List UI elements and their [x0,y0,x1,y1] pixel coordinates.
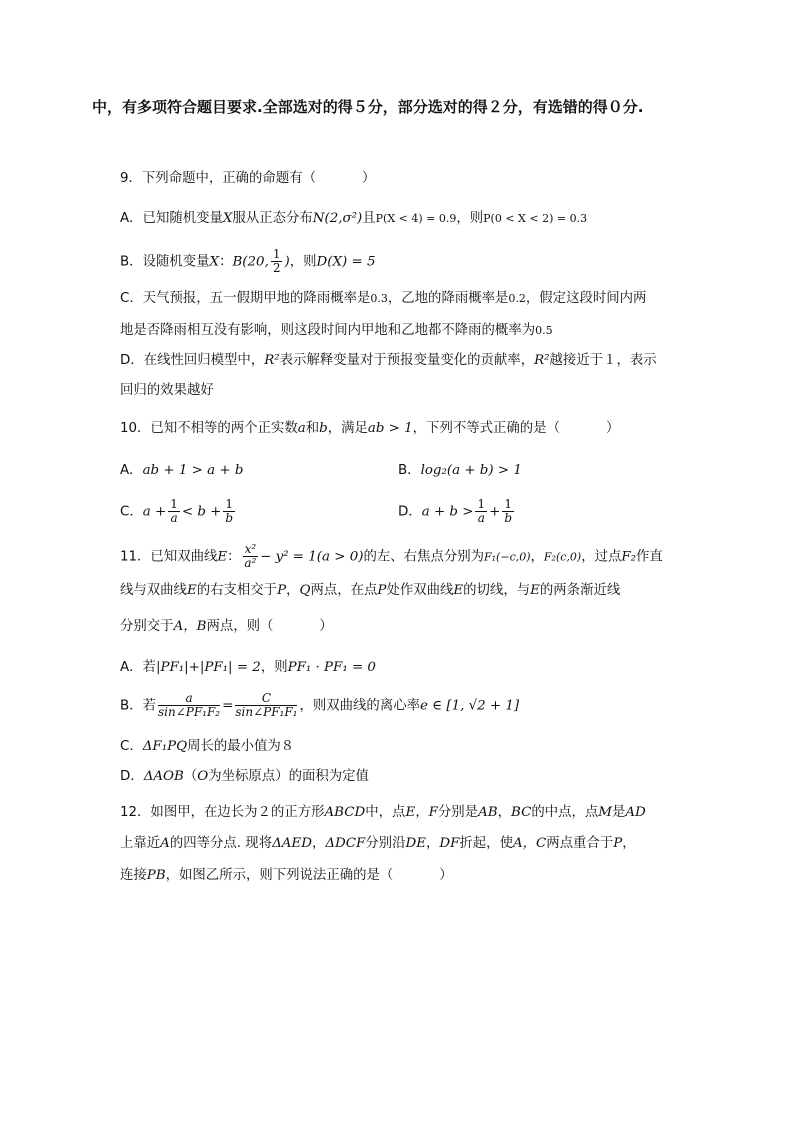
fraction-one-over-b: $\frac{1}{b}$ [504,497,512,525]
question-9-option-a: A．已知随机变量X服从正态分布N(2,σ²)且P(X < 4) = 0.9，则P(0 < X < 2) = 0.3 [120,211,588,226]
fraction-one-over-a: $\frac{1}{a}$ [170,497,178,525]
question-11-stem-line3: 分别交于A，B两点，则（ ） [120,619,333,634]
fraction-one-over-a: $\frac{1}{a}$ [477,497,486,525]
fraction-c-over-sin: $\frac{C}{\text{sin∠PF₁F₁}}$ [235,691,298,719]
question-10-option-b: B．log₂(a + b) > 1 [398,463,522,478]
question-11-stem-line2: 线与双曲线E的右支相交于P，Q两点，在点P处作双曲线E的切线，与E的两条渐近线 [120,583,621,598]
question-11-option-a: A．若|PF₁|+|PF₁| = 2，则PF₁ · PF₁ = 0 [120,660,376,675]
question-12-stem-line3: 连接PB，如图乙所示，则下列说法正确的是（ ） [120,868,453,883]
question-12-stem-line2: 上靠近A的四等分点. 现将ΔAED，ΔDCF分别沿DE，DF折起，使A，C两点重合于P， [120,836,636,851]
question-9-option-d-line1: D．在线性回归模型中，R²表示解释变量对于预报变量变化的贡献率，R²越接近于１，表示 [120,353,657,368]
question-12-stem-line1: 12．如图甲，在边长为２的正方形ABCD中，点E，F分别是AB，BC的中点，点M是AD [120,805,646,820]
question-10-stem: 10．已知不相等的两个正实数a和b，满足ab > 1，下列不等式正确的是（ ） [120,421,620,436]
question-9-option-d-line2: 回归的效果越好 [120,383,214,398]
question-11-option-b: B．若 $\frac{a}{\text{sin∠PF₁F₂}}$ = $\frac{C}{\text{sin∠PF₁F₁}}$ ，则双曲线的离心率e ∈ [1, √2 + 1] [120,691,520,719]
question-10-option-a: A．ab + 1 > a + b [120,463,244,478]
question-9-option-c-line2: 地是否降雨相互没有影响，则这段时间内甲地和乙地都不降雨的概率为0.5 [120,323,553,338]
question-11-option-d: D．ΔAOB（O为坐标原点）的面积为定值 [120,769,369,784]
question-9-option-c-line1: C．天气预报，五一假期甲地的降雨概率是0.3，乙地的降雨概率是0.2，假定这段时间内两 [120,291,647,306]
fraction-one-over-b: $\frac{1}{b}$ [225,497,234,525]
question-11-option-c: C．ΔF₁PQ周长的最小值为８ [120,739,295,754]
fraction-one-half: $\frac{1}{2}$ [272,247,281,275]
question-10-option-d: D．a + b > $\frac{1}{a}$ + $\frac{1}{b}$ [398,497,512,525]
question-9-option-b: B．设随机变量X：B(20, $\frac{1}{2}$ )，则D(X) = 5 [120,247,376,275]
question-9-stem: 9．下列命题中，正确的命题有（ ） [120,171,376,186]
question-10-option-c: C．a + $\frac{1}{a}$ < b + $\frac{1}{b}$ [120,497,234,525]
fraction-x2-over-a2: $\frac{\text{x²}}{\text{a²}}$ [244,542,257,570]
section-instructions: 中，有多项符合题目要求.全部选对的得５分，部分选对的得２分，有选错的得０分. [92,98,644,116]
question-11-stem-line1: 11．已知双曲线E： $\frac{\text{x²}}{\text{a²}}$ − y² = 1(a > 0)的左、右焦点分别为F₁(−c,0)，F₂(c,0)，过点F₂作直 [120,542,663,570]
fraction-a-over-sin: $\frac{a}{\text{sin∠PF₁F₂}}$ [157,691,221,719]
